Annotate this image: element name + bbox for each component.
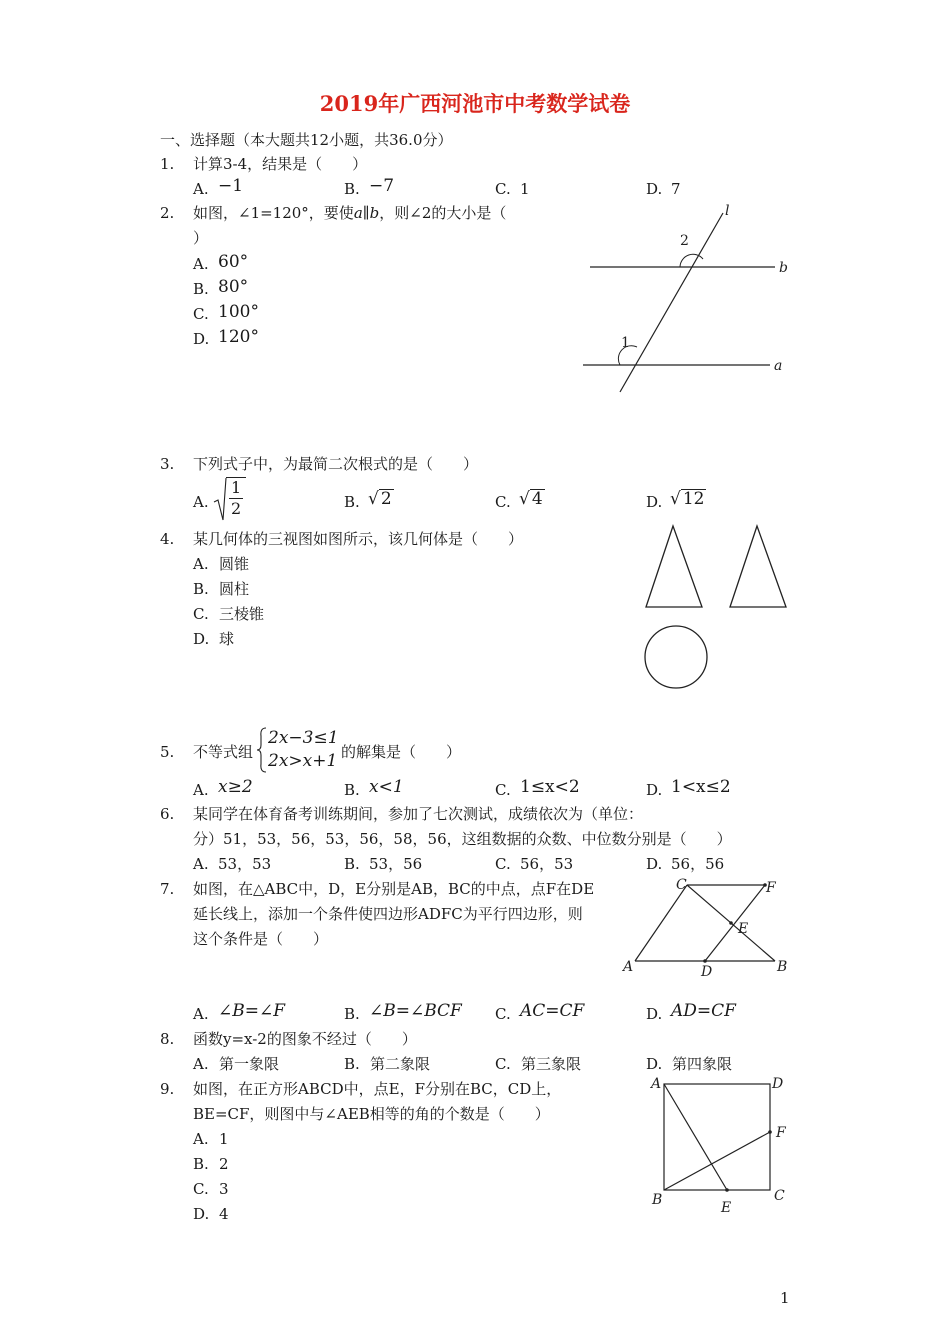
q2-fig-angle-1: 1 bbox=[621, 335, 630, 351]
q1-number: 1. bbox=[160, 155, 175, 173]
q4-opt-b-label: B. bbox=[193, 580, 209, 598]
q8-opt-a-label: A. bbox=[193, 1055, 209, 1073]
q6-opt-c-label: C. bbox=[495, 855, 511, 873]
q7-stem-a: 如图，在△ABC中，D，E分别是AB，BC的中点，点F在DE bbox=[193, 880, 595, 898]
q3-opt-a-label: A. bbox=[193, 493, 209, 511]
q2-opt-b: 80° bbox=[218, 277, 249, 297]
q4-opt-c-label: C. bbox=[193, 605, 209, 623]
q6-opt-a: 53，53 bbox=[218, 855, 272, 873]
q2-opt-b-label: B. bbox=[193, 280, 209, 298]
q9-fig-d: D bbox=[772, 1076, 784, 1092]
q8-opt-c-label: C. bbox=[495, 1055, 511, 1073]
q2-fig-angle-2: 2 bbox=[680, 233, 689, 249]
q9-opt-d: 4 bbox=[219, 1205, 229, 1223]
q5-opt-b: x<1 bbox=[369, 777, 404, 797]
q5-opt-d: 1<x≤2 bbox=[671, 777, 731, 797]
q2-figure bbox=[575, 195, 805, 400]
q9-opt-b-label: B. bbox=[193, 1155, 209, 1173]
q7-fig-d: D bbox=[701, 964, 713, 980]
q8-opt-d-label: D. bbox=[646, 1055, 663, 1073]
q7-opt-a: ∠B=∠F bbox=[218, 1001, 286, 1021]
q1-opt-c-label: C. bbox=[495, 180, 511, 198]
q2-opt-a: 60° bbox=[218, 252, 249, 272]
q7-opt-b-label: B. bbox=[344, 1005, 360, 1023]
q9-opt-b: 2 bbox=[219, 1155, 229, 1173]
q2-fig-b: b bbox=[779, 260, 788, 276]
q5-ineq-2: 2x>x+1 bbox=[268, 751, 338, 771]
q2-opt-d: 120° bbox=[218, 327, 259, 347]
q9-stem-a: 如图，在正方形ABCD中，点E，F分别在BC，CD上， bbox=[193, 1080, 562, 1098]
q5-opt-c: 1≤x<2 bbox=[520, 777, 580, 797]
q1-opt-c: 1 bbox=[520, 180, 530, 198]
q7-fig-e: E bbox=[738, 921, 749, 937]
q3-opt-d: √ 12 bbox=[670, 489, 705, 509]
q3-fraction: $\frac{1}{2}$ bbox=[231, 478, 242, 518]
q8-opt-b: 第二象限 bbox=[370, 1055, 431, 1073]
q9-square-figure bbox=[645, 1075, 805, 1220]
q5-opt-b-label: B. bbox=[344, 781, 360, 799]
q7-fig-c: C bbox=[676, 877, 687, 893]
q3-opt-d-label: D. bbox=[646, 493, 663, 511]
left-brace-icon bbox=[256, 726, 268, 774]
q3-opt-b: √ 2 bbox=[368, 489, 392, 509]
q6-opt-b-label: B. bbox=[344, 855, 360, 873]
q6-opt-b: 53，56 bbox=[369, 855, 423, 873]
q2-stem-close: ） bbox=[193, 229, 209, 247]
q6-opt-d: 56，56 bbox=[671, 855, 725, 873]
q7-fig-a: A bbox=[623, 959, 634, 975]
q2-stem-a: 如图，∠1=120°，要使 bbox=[193, 204, 354, 222]
q1-opt-a: −1 bbox=[218, 176, 244, 196]
q9-opt-c: 3 bbox=[219, 1180, 229, 1198]
q6-stem-a: 某同学在体育备考训练期间，参加了七次测试，成绩依次为（单位： bbox=[193, 805, 644, 823]
q3-number: 3. bbox=[160, 455, 175, 473]
q6-stem-b: 分）51，53，56，53，56，58，56，这组数据的众数、中位数分别是（ ） bbox=[193, 830, 732, 848]
q3-stem: 下列式子中，为最简二次根式的是（ ） bbox=[193, 455, 479, 473]
q2-number: 2. bbox=[160, 204, 175, 222]
front-view-triangle bbox=[646, 526, 702, 607]
q3-opt-c: √ 4 bbox=[519, 489, 543, 509]
q1-opt-d: 7 bbox=[671, 180, 681, 198]
q7-opt-d: AD=CF bbox=[671, 1001, 736, 1021]
q5-opt-c-label: C. bbox=[495, 781, 511, 799]
q6-number: 6. bbox=[160, 805, 175, 823]
q8-opt-d: 第四象限 bbox=[672, 1055, 733, 1073]
section-heading: 一、选择题（本大题共12小题，共36.0分） bbox=[160, 131, 453, 149]
q2-stem bbox=[193, 203, 506, 223]
q9-opt-d-label: D. bbox=[193, 1205, 210, 1223]
q4-opt-d: 球 bbox=[219, 630, 235, 648]
page-number: 1 bbox=[780, 1289, 790, 1307]
q9-fig-b: B bbox=[652, 1192, 663, 1208]
q4-opt-a: 圆锥 bbox=[219, 555, 250, 573]
q8-stem: 函数y=x-2的图象不经过（ ） bbox=[193, 1030, 417, 1048]
top-view-circle bbox=[645, 626, 707, 688]
q9-fig-a: A bbox=[651, 1076, 662, 1092]
q8-opt-b-label: B. bbox=[344, 1055, 360, 1073]
q4-opt-b: 圆柱 bbox=[219, 580, 250, 598]
q1-opt-b: −7 bbox=[369, 176, 395, 196]
q9-stem-b: BE=CF，则图中与∠AEB相等的角的个数是（ ） bbox=[193, 1105, 550, 1123]
q7-figure bbox=[620, 875, 800, 980]
q9-fig-c: C bbox=[774, 1188, 785, 1204]
q9-opt-a-label: A. bbox=[193, 1130, 209, 1148]
page-title: 2019年广西河池市中考数学试卷 bbox=[319, 91, 631, 116]
q7-fig-b: B bbox=[777, 959, 788, 975]
q9-fig-f: F bbox=[776, 1125, 786, 1141]
q2-opt-c: 100° bbox=[218, 302, 259, 322]
q5-opt-d-label: D. bbox=[646, 781, 663, 799]
q5-ineq-1: 2x−3≤1 bbox=[268, 728, 339, 748]
q4-opt-a-label: A. bbox=[193, 555, 209, 573]
q1-opt-a-label: A. bbox=[193, 180, 209, 198]
q4-three-view-figure bbox=[640, 520, 820, 695]
q5-stem-a: 不等式组 bbox=[193, 743, 254, 761]
q7-opt-c-label: C. bbox=[495, 1005, 511, 1023]
sqrt-sign-icon bbox=[213, 476, 227, 522]
q6-opt-c: 56，53 bbox=[520, 855, 574, 873]
q5-opt-a: x≥2 bbox=[218, 777, 253, 797]
q7-fig-f: F bbox=[766, 880, 776, 896]
q2-stem-b: ，则∠2的大小是（ bbox=[379, 204, 507, 222]
q2-opt-c-label: C. bbox=[193, 305, 209, 323]
q5-opt-a-label: A. bbox=[193, 781, 209, 799]
side-view-triangle bbox=[730, 526, 786, 607]
q1-stem: 计算3-4，结果是（ ） bbox=[193, 155, 368, 173]
q1-opt-d-label: D. bbox=[646, 180, 663, 198]
q2-fig-l: l bbox=[725, 203, 730, 219]
q5-stem-b: 的解集是（ ） bbox=[341, 743, 462, 761]
q7-stem-b: 延长线上，添加一个条件使四边形ADFC为平行四边形，则 bbox=[193, 905, 583, 923]
q7-opt-a-label: A. bbox=[193, 1005, 209, 1023]
q2-stem-ab: a∥b bbox=[353, 204, 380, 222]
q9-fig-e: E bbox=[721, 1200, 732, 1216]
q4-number: 4. bbox=[160, 530, 175, 548]
q2-fig-a: a bbox=[774, 358, 783, 374]
q9-opt-a: 1 bbox=[219, 1130, 229, 1148]
q4-opt-d-label: D. bbox=[193, 630, 210, 648]
q9-number: 9. bbox=[160, 1080, 175, 1098]
q1-opt-b-label: B. bbox=[344, 180, 360, 198]
q7-opt-d-label: D. bbox=[646, 1005, 663, 1023]
q2-opt-d-label: D. bbox=[193, 330, 210, 348]
q3-opt-b-label: B. bbox=[344, 493, 360, 511]
q9-opt-c-label: C. bbox=[193, 1180, 209, 1198]
q8-opt-c: 第三象限 bbox=[521, 1055, 582, 1073]
q4-stem: 某几何体的三视图如图所示，该几何体是（ ） bbox=[193, 530, 524, 548]
q7-opt-b: ∠B=∠BCF bbox=[369, 1001, 462, 1021]
q3-opt-c-label: C. bbox=[495, 493, 511, 511]
q8-opt-a: 第一象限 bbox=[219, 1055, 280, 1073]
q7-number: 7. bbox=[160, 880, 175, 898]
q6-opt-a-label: A. bbox=[193, 855, 209, 873]
q5-number: 5. bbox=[160, 743, 175, 761]
q7-opt-c: AC=CF bbox=[520, 1001, 585, 1021]
q4-opt-c: 三棱锥 bbox=[219, 605, 265, 623]
q6-opt-d-label: D. bbox=[646, 855, 663, 873]
q2-opt-a-label: A. bbox=[193, 255, 209, 273]
q8-number: 8. bbox=[160, 1030, 175, 1048]
q7-stem-c: 这个条件是（ ） bbox=[193, 930, 329, 948]
